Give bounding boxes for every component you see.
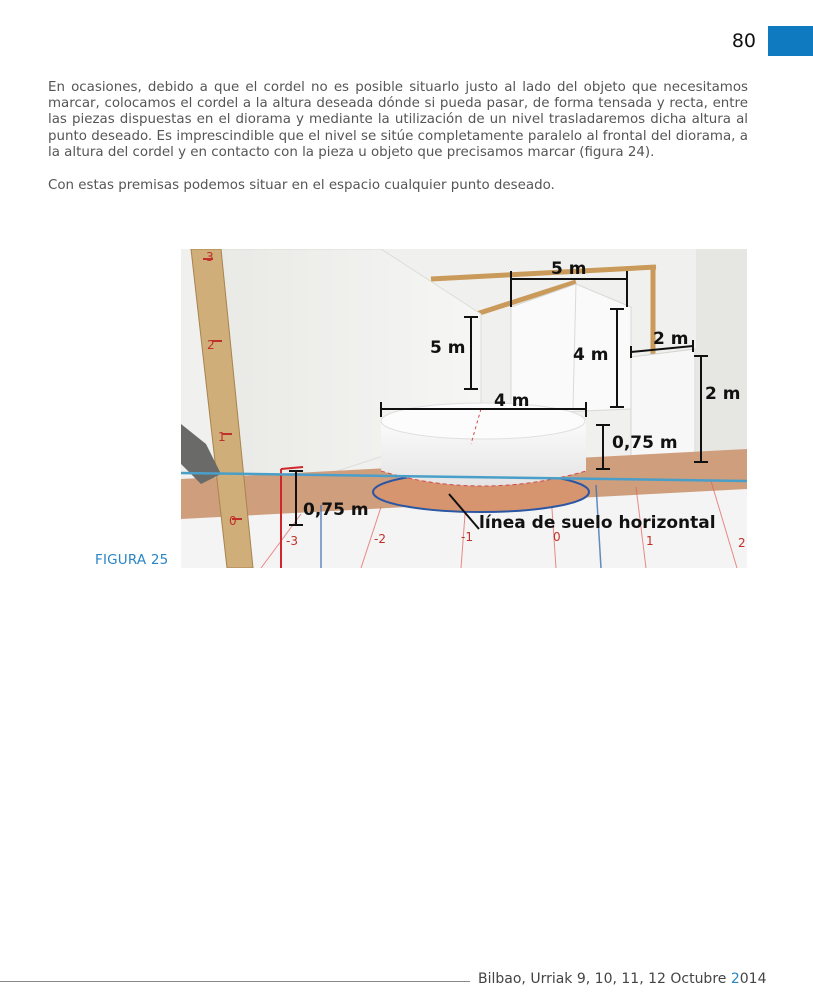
- label-box-width: 2 m: [653, 329, 689, 349]
- label-disc-height: 0,75 m: [612, 433, 678, 453]
- figure-caption: FIGURA 25: [95, 552, 169, 568]
- footer-location-date: Bilbao, Urriak 9, 10, 11, 12 Octubre: [478, 971, 731, 987]
- ruler-mark-0: 0: [229, 514, 237, 528]
- floor-mark-0: 0: [553, 530, 561, 544]
- footer-year-rest: 014: [739, 971, 767, 987]
- paragraph-1: En ocasiones, debido a que el cordel no es posible situarlo justo al lado del objeto que necesitamos marcar, colocamos el cordel a la altura deseada dónde si pueda pasar, de forma tensada y recta, entre las piezas dispuestas en el diorama y mediante la utilización de un nivel trasladaremos dicha altura al punto deseado. Es imprescindible que el nivel se sitúe completamente paralelo al frontal del diorama, a la altura del cordel y en contacto con la pieza u objeto que precisamos marcar (figura 24).: [48, 80, 748, 160]
- footer-year-accent: 2: [730, 971, 740, 987]
- label-ground-line: línea de suelo horizontal: [479, 513, 716, 533]
- right-wall: [696, 249, 747, 479]
- floor-mark-1: 1: [646, 534, 654, 548]
- floor-mark-minus3: -3: [286, 534, 298, 548]
- floor-mark-minus1: -1: [461, 530, 473, 544]
- footer-text: [478, 971, 767, 987]
- body-text: [48, 80, 748, 194]
- footer-rule: [0, 981, 470, 982]
- label-string-height: 0,75 m: [303, 500, 369, 520]
- label-wedge-height: 5 m: [430, 338, 466, 358]
- label-disc-width: 4 m: [494, 391, 530, 411]
- label-box-height: 2 m: [705, 384, 741, 404]
- label-top-width: 5 m: [551, 259, 587, 279]
- ruler-mark-2: 2: [207, 338, 215, 352]
- floor-mark-2: 2: [738, 536, 746, 550]
- page-number: 80: [731, 30, 756, 52]
- figure-diorama-photo: [181, 249, 747, 568]
- floor-mark-minus2: -2: [374, 532, 386, 546]
- page-tab-accent: [768, 26, 813, 56]
- ruler-mark-1: 1: [218, 430, 226, 444]
- paragraph-2: Con estas premisas podemos situar en el espacio cualquier punto deseado.: [48, 178, 555, 194]
- diorama-illustration: [181, 249, 747, 568]
- label-tower-height: 4 m: [573, 345, 609, 365]
- ruler-mark-3: 3: [206, 250, 214, 264]
